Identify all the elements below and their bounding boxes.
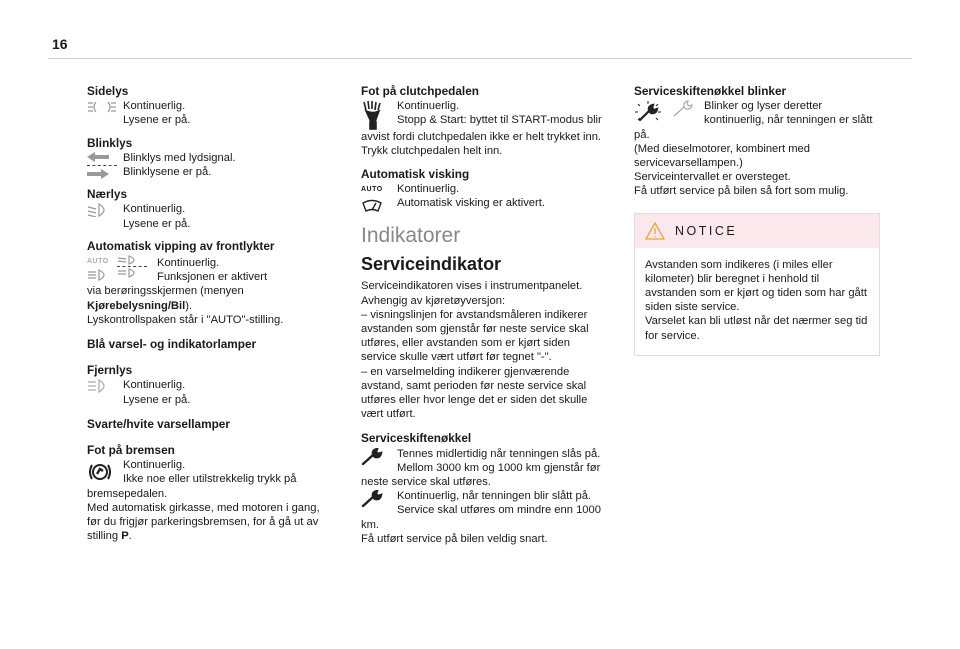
right-arrow-icon <box>87 169 109 179</box>
bremsen-title: Fot på bremsen <box>87 443 175 458</box>
skift-b-line-1: Kontinuerlig, når tenningen blir slått på. <box>397 490 592 503</box>
skift-block <box>361 431 607 546</box>
left-arrow-icon <box>87 152 109 162</box>
auto-vipping-cont-1: via berøringsskjermen (menyen <box>87 285 244 298</box>
skift-a-line-1: Tennes midlertidig når tenningen slås på. <box>397 447 601 460</box>
main-beam-icon <box>87 379 109 393</box>
blinker-cont: på. <box>634 128 650 141</box>
wrench-icon <box>361 448 383 466</box>
notice-label: NOTICE <box>675 223 738 238</box>
auto-vipping-line-2: Funksjonen er aktivert <box>157 271 268 284</box>
bremsen-cont-1: bremsepedalen. <box>87 487 168 500</box>
auto-beam-top-icon <box>117 255 139 265</box>
fjernlys-line-1: Kontinuerlig. <box>123 379 186 392</box>
blinklys-line-1: Blinklys med lydsignal. <box>123 151 236 164</box>
dipped-beam-icon <box>87 203 109 217</box>
notice-paragraph-1: Avstanden som indikeres (i miles eller kilometer) blir beregnet i henhold til avstanden som er kjørt og tiden som har gått siden siste service. <box>645 258 867 314</box>
service-item-2: – en varselmelding indikerer gjenværende avstand, samt perioden før neste service skal utføres eller hvor lenge det er siden det skulle vært utført. <box>361 365 588 421</box>
fjernlys-line-2: Lysene er på. <box>123 393 191 406</box>
blinker-line-1: Blinker og lyser deretter <box>704 100 823 113</box>
auto-high-beam-icon <box>87 269 109 281</box>
clutch-pedal-icon <box>361 100 387 130</box>
clutch-cont: avvist fordi clutchpedalen ikke er helt trykket inn. Trykk clutchpedalen helt inn. <box>361 131 602 158</box>
clutch-line-2: Stopp & Start: byttet til START-modus blir <box>397 114 602 127</box>
blinker-line-2: kontinuerlig, når tenningen er slått <box>704 114 873 127</box>
wrench-outline-icon <box>672 100 694 118</box>
bremsen-block <box>87 443 333 543</box>
notice-box <box>634 213 880 356</box>
notice-header <box>635 214 879 248</box>
flashing-wrench-icon <box>634 100 662 124</box>
notice-body <box>635 248 879 355</box>
skift-b-line-2: Service skal utføres om mindre enn 1000 <box>397 504 601 517</box>
auto-label: AUTO <box>87 258 109 266</box>
bremsen-cont-3: . <box>128 530 132 543</box>
warning-triangle-icon <box>645 222 665 240</box>
brake-pedal-icon <box>87 459 113 485</box>
auto-vipping-title: Automatisk vipping av frontlykter <box>87 238 275 253</box>
blinker-cont-2: (Med dieselmotorer, kombinert med servicevarsellampen.) <box>634 142 810 170</box>
page-number: 16 <box>52 36 68 52</box>
sidelys-line-1: Kontinuerlig. <box>123 100 186 113</box>
sidelys-block <box>87 84 333 128</box>
column-3 <box>634 84 880 356</box>
column-1 <box>87 84 333 551</box>
naerlys-title: Nærlys <box>87 187 127 202</box>
blinklys-block <box>87 136 333 180</box>
bremsen-line-2: Ikke noe eller utilstrekkelig trykk på <box>123 473 297 486</box>
column-2 <box>361 84 607 554</box>
visking-title: Automatisk visking <box>361 166 470 181</box>
serviceindikator-heading: Serviceindikator <box>361 254 502 275</box>
visking-block <box>361 167 607 213</box>
blinker-cont-4: Få utført service på bilen så fort som mulig. <box>634 185 849 198</box>
skift-a-cont: neste service skal utføres. <box>361 476 491 489</box>
wrench-icon <box>361 490 383 508</box>
blinklys-line-2: Blinklysene er på. <box>123 166 212 179</box>
header-divider <box>48 58 912 59</box>
dashed-separator <box>87 165 117 166</box>
auto-vipping-cont-2: ). <box>185 299 193 312</box>
auto-vipping-line-1: Kontinuerlig. <box>157 257 220 270</box>
blue-lamps-heading: Blå varsel- og indikatorlamper <box>87 337 257 352</box>
naerlys-block <box>87 187 333 231</box>
dashed-separator <box>117 266 147 267</box>
black-white-lamps-heading: Svarte/hvite varsellamper <box>87 416 230 431</box>
blinker-block <box>634 84 880 199</box>
auto-vipping-block <box>87 239 333 327</box>
skift-b-cont-2: Få utført service på bilen veldig snart. <box>361 532 548 545</box>
naerlys-line-2: Lysene er på. <box>123 217 191 230</box>
auto-label: AUTO <box>361 185 383 193</box>
skift-a-line-2: Mellom 3000 km og 1000 km gjenstår før <box>397 461 601 474</box>
wiper-icon <box>361 199 383 213</box>
clutch-line-1: Kontinuerlig. <box>397 100 460 113</box>
clutch-block <box>361 84 607 159</box>
skift-b-cont: km. <box>361 518 380 531</box>
naerlys-line-1: Kontinuerlig. <box>123 203 186 216</box>
fjernlys-block <box>87 363 333 407</box>
clutch-title: Fot på clutchpedalen <box>361 84 479 98</box>
indikatorer-heading: Indikatorer <box>361 224 461 248</box>
skift-title: Serviceskiftenøkkel <box>361 431 472 446</box>
service-intro: Serviceindikatoren vises i instrumentpanelet. Avhengig av kjøretøyversjon: <box>361 280 583 307</box>
blinker-cont-3: Serviceintervallet er oversteget. <box>634 171 791 184</box>
service-item-1: – visningslinjen for avstandsmåleren indikerer avstanden som gjenstår før neste service skal utføres, eller avstanden som er kjørt siden service skulle vært utført før tegnet "-". <box>361 308 589 364</box>
fjernlys-title: Fjernlys <box>87 363 133 378</box>
auto-vipping-cont-3: Lyskontrollspaken står i "AUTO"-stilling. <box>87 313 284 326</box>
notice-paragraph-2: Varselet kan bli utløst når det nærmer seg tid for service. <box>645 315 868 342</box>
side-lights-icon <box>87 100 117 114</box>
bremsen-gear-p: P <box>121 530 129 543</box>
visking-line-2: Automatisk visking er aktivert. <box>397 197 545 210</box>
sidelys-title: Sidelys <box>87 84 129 98</box>
sidelys-line-2: Lysene er på. <box>123 114 191 127</box>
blinklys-title: Blinklys <box>87 135 133 150</box>
bremsen-line-1: Kontinuerlig. <box>123 459 186 472</box>
blinker-title: Serviceskiftenøkkel blinker <box>634 84 787 98</box>
auto-beam-bottom-icon <box>117 268 139 278</box>
visking-line-1: Kontinuerlig. <box>397 182 460 195</box>
auto-vipping-menu: Kjørebelysning/Bil <box>87 299 186 312</box>
bremsen-cont-2: Med automatisk girkasse, med motoren i gang, før du frigjør parkeringsbremsen, for å gå ut av stilling <box>87 501 320 543</box>
